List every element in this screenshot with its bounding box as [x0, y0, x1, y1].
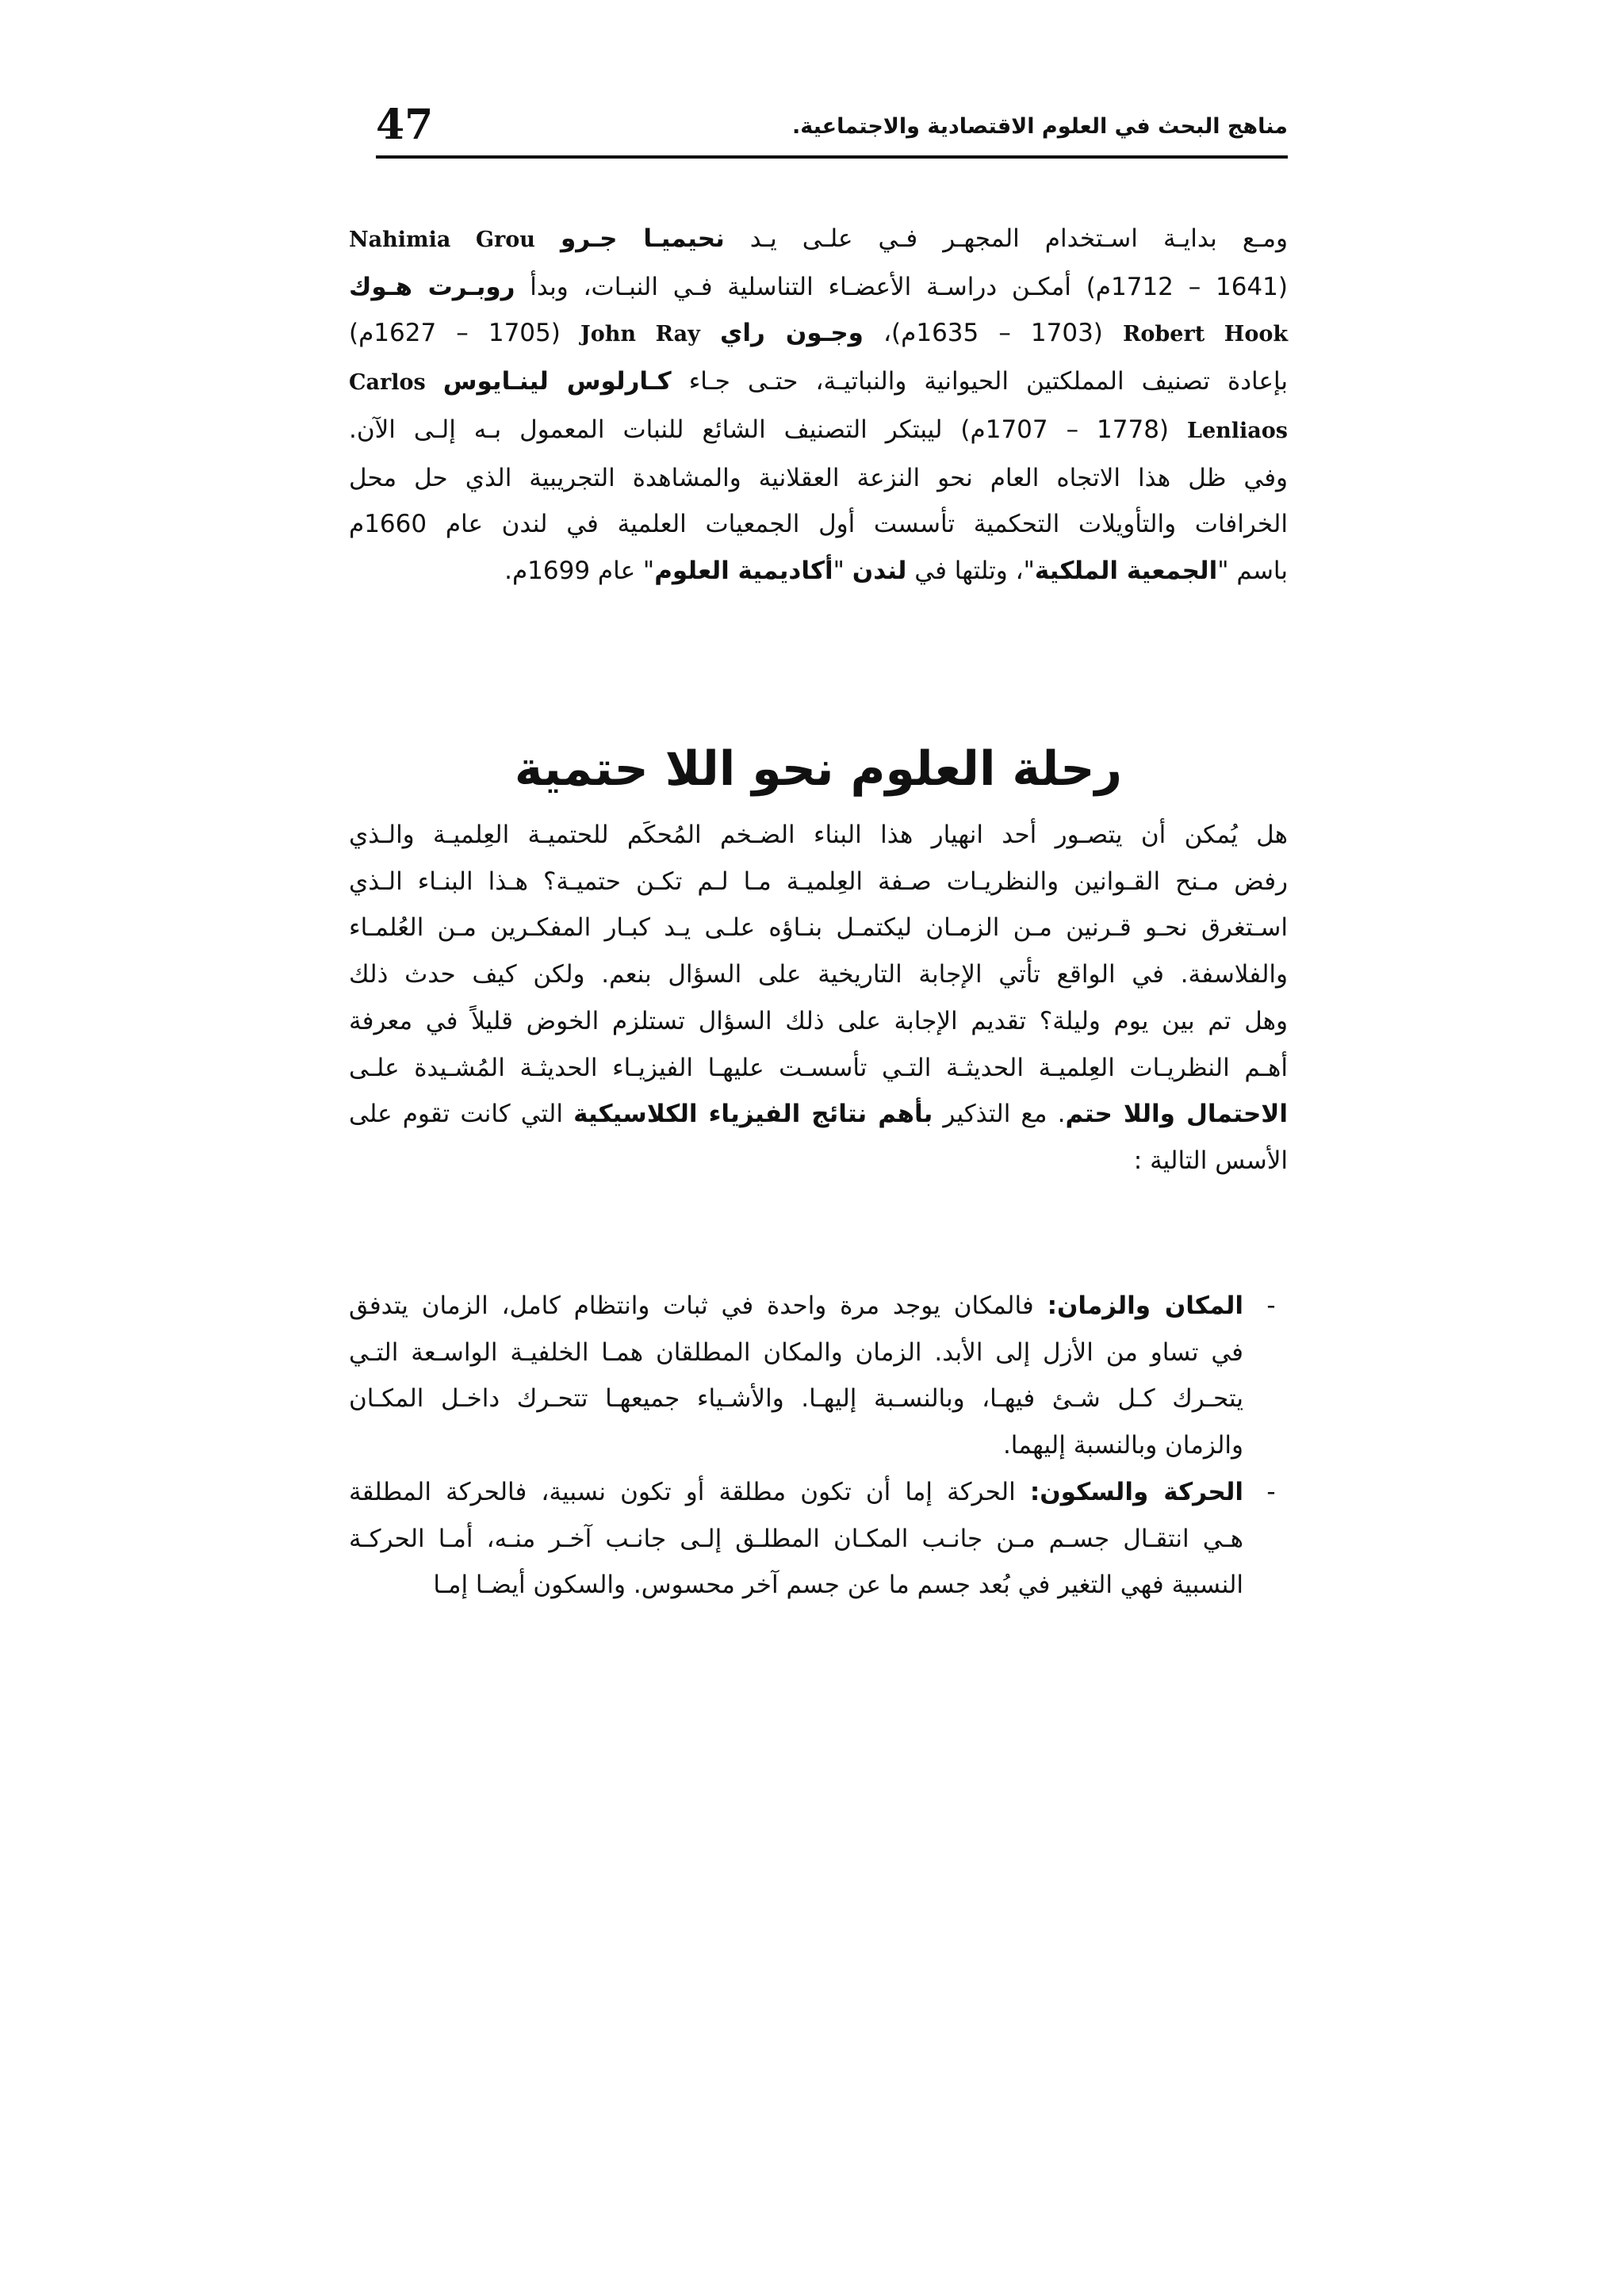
text-run: بإعادة تصنيف المملكتين الحيوانية والنباتيـة، حتـى جـاء	[671, 367, 1289, 396]
text-line	[349, 1138, 1288, 1184]
bullet-item	[349, 1283, 1288, 1469]
bold-term: الجمعية الملكية	[1034, 556, 1218, 585]
bold-term: المكان والزمان:	[1047, 1292, 1244, 1320]
bold-term: بأهم نتائج الفيزياء الكلاسيكية	[573, 1100, 933, 1129]
text-run: (1707 – 1778م) ليبتكر التصنيف الشائع للنبات المعمول بـه إلـى الآن.	[349, 415, 1187, 444]
bullet-text	[349, 1283, 1243, 1469]
bold-term: لندن	[852, 556, 907, 585]
text-run: والزمان وبالنسبة إليهما.	[1002, 1431, 1243, 1460]
latin-name: Lenliaos	[1186, 418, 1288, 443]
text-run: أهـم النظريـات العِلميـة الحديثـة التـي تأسسـت عليهـا الفيزيـاء الحديثـة المُشـيدة علـى	[349, 1053, 1288, 1082]
latin-name: Carlos	[349, 370, 426, 396]
text-line	[349, 455, 1288, 502]
text-run: " عام 1699م.	[504, 556, 655, 585]
bold-term: نحيميـا جـرو	[560, 224, 725, 253]
text-run: هـي انتقـال جسـم مـن جانـب المكـان المطلـق إلـى جانـب آخـر منـه، أمـا الحركـة	[349, 1524, 1243, 1553]
text-run: في تساو من الأزل إلى الأبد. الزمان والمكان المطلقان همـا الخلفيـة الواسـعة التـي	[349, 1337, 1243, 1367]
text-run: الخرافات والتأويلات التحكمية تأسست أول الجمعيات العلمية في لندن عام 1660م	[349, 510, 1288, 539]
bold-term: الحركة والسكون:	[1029, 1477, 1243, 1506]
text-line	[349, 951, 1288, 998]
text-run: (1641 – 1712م) أمكـن دراسـة الأعضـاء التناسلية فـي النبـات، وبدأ	[515, 272, 1288, 301]
bold-term: روبـرت هـوك	[349, 272, 515, 301]
text-line	[349, 1562, 1243, 1609]
text-run: التي كانت تقوم على	[349, 1100, 574, 1129]
page-header	[376, 94, 1288, 157]
text-line	[349, 407, 1288, 455]
page-number: 47	[376, 101, 434, 149]
text-line	[349, 548, 1288, 595]
text-line	[349, 905, 1288, 951]
text-run: النسبية فهي التغير في بُعد جسم ما عن جسم آخر محسوس. والسكون أيضـا إمـا	[433, 1571, 1243, 1600]
text-run: الأسس التالية :	[1133, 1146, 1288, 1175]
text-run: يتحـرك كـل شـئ فيهـا، وبالنسـبة إليهـا. والأشـياء جميعهـا تتحـرك داخـل المكـان	[349, 1384, 1243, 1414]
bold-term: أكاديمية العلوم	[654, 556, 833, 585]
text-line	[349, 1283, 1243, 1330]
running-title: مناهج البحث في العلوم الاقتصادية والاجتماعية.	[791, 114, 1288, 139]
text-line	[349, 859, 1288, 905]
text-line	[349, 358, 1288, 407]
text-run	[700, 319, 720, 347]
bold-term: الاحتمال واللا حتم	[1065, 1100, 1288, 1129]
text-run: باسم "	[1217, 556, 1288, 585]
text-run	[426, 367, 443, 396]
text-line	[349, 1045, 1288, 1092]
text-run: وفي ظل هذا الاتجاه العام نحو النزعة العقلانية والمشاهدة التجريبية الذي حل محل	[349, 463, 1288, 492]
text-run: (1627 – 1705م)	[349, 319, 580, 348]
text-run	[535, 224, 561, 253]
text-run: (1635 – 1703م)،	[863, 319, 1123, 348]
text-line	[349, 812, 1288, 859]
text-run: ومـع بدايـة اسـتخدام المجهـر فـي علـى يـد	[724, 224, 1288, 253]
latin-name: John Ray	[580, 322, 700, 347]
section-heading: رحلة العلوم نحو اللا حتمية	[514, 741, 1123, 797]
text-line	[349, 998, 1288, 1045]
text-line	[349, 1091, 1288, 1138]
text-run: وهل تم بين يوم وليلة؟ تقديم الإجابة على ذلك السؤال تستلزم الخوض قليلاً في معرفة	[349, 1006, 1288, 1035]
paragraph-1	[349, 216, 1288, 595]
text-line	[349, 216, 1288, 264]
text-run: "، وتلتها في	[906, 556, 1035, 585]
text-line	[349, 264, 1288, 311]
latin-name: Robert Hook	[1122, 322, 1289, 347]
bullet-marker: -	[1266, 1477, 1276, 1506]
text-line	[349, 1330, 1243, 1376]
text-run: . مع التذكير	[933, 1100, 1066, 1129]
text-run: والفلاسفة. في الواقع تأتي الإجابة التاريخية على السؤال بنعم. ولكن كيف حدث ذلك	[349, 960, 1288, 989]
latin-name: Nahimia Grou	[349, 228, 535, 252]
text-line	[349, 1516, 1243, 1563]
bold-term: وجـون راي	[719, 319, 864, 348]
text-line	[349, 1376, 1243, 1422]
text-run: اسـتغرق نحـو قـرنين مـن الزمـان ليكتمـل بنـاؤه علـى يـد كبـار المفكـرين مـن العُلمـاء	[349, 913, 1288, 943]
text-line	[349, 1422, 1243, 1469]
text-run: "	[833, 556, 852, 585]
bold-term: كـارلوس لينـايوس	[442, 367, 672, 396]
bullet-text	[349, 1469, 1243, 1609]
text-run: فالمكان يوجد مرة واحدة في ثبات وانتظام كامل، الزمان يتدفق	[349, 1292, 1048, 1320]
text-run: هل يُمكن أن يتصـور أحد انهيار هذا البناء الضـخم المُحكَم للحتميـة العِلميـة والـذي	[349, 821, 1288, 849]
bullet-item	[349, 1469, 1288, 1609]
header-divider	[376, 155, 1288, 159]
text-line	[349, 1469, 1243, 1516]
paragraph-2	[349, 812, 1288, 1184]
bullet-list	[349, 1283, 1288, 1609]
text-line	[349, 310, 1288, 358]
bullet-marker: -	[1266, 1292, 1276, 1320]
text-run: رفض مـنح القـوانين والنظريـات صـفة العِلميـة مـا لـم تكـن حتميـة؟ هـذا البنـاء الـذي	[349, 867, 1288, 896]
text-line	[349, 501, 1288, 548]
text-run: الحركة إما أن تكون مطلقة أو تكون نسبية، فالحركة المطلقة	[349, 1477, 1030, 1506]
